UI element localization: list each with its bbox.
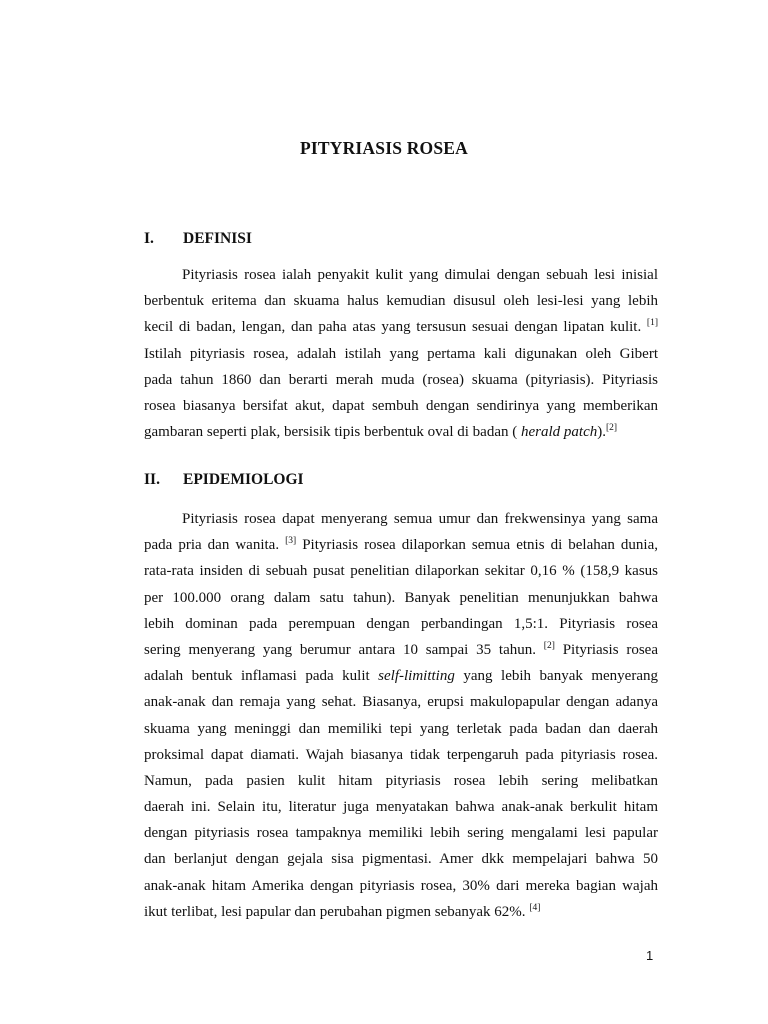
- page-number: 1: [646, 948, 654, 963]
- text-run: anak-anak hitam Amerika dengan pityriasis rosea, 30% dari mereka bagian wajah: [144, 877, 658, 894]
- text-run: pada tahun 1860 dan berarti merah muda (rosea) skuama (pityriasis). Pityriasis: [144, 371, 658, 388]
- section-title: DEFINISI: [183, 230, 252, 247]
- text-run: Namun, pada pasien kulit hitam pityriasis rosea lebih sering melibatkan: [144, 772, 658, 789]
- text-run: ikut terlibat, lesi papular dan perubahan pigmen sebanyak 62%.: [144, 903, 530, 920]
- section-heading-definisi: [144, 230, 252, 248]
- text-line: [144, 768, 658, 794]
- text-line: [144, 742, 658, 768]
- text-run: Istilah pityriasis rosea, adalah istilah yang pertama kali digunakan oleh Gibert: [144, 345, 658, 362]
- italic-term: self-limitting: [378, 668, 455, 685]
- text-line: [144, 873, 658, 899]
- document-title: PITYRIASIS ROSEA: [299, 138, 469, 158]
- text-run: berbentuk eritema dan skuama halus kemudian disusul oleh lesi-lesi yang lebih: [144, 293, 658, 310]
- text-line: [144, 846, 658, 872]
- text-line: [144, 899, 658, 925]
- text-line: [144, 262, 658, 288]
- text-line: [144, 419, 658, 445]
- text-run: proksimal dapat diamati. Wajah biasanya tidak terpengaruh pada pityriasis rosea.: [144, 746, 658, 763]
- text-line: [144, 558, 658, 584]
- text-line: [144, 314, 658, 340]
- text-run: yang lebih banyak menyerang: [454, 668, 658, 685]
- text-run: Pityriasis rosea dilaporkan semua etnis di belahan dunia,: [296, 537, 659, 554]
- text-run: rata-rata insiden di sebuah pusat penelitian dilaporkan sekitar 0,16 % (158,9 kasus: [144, 563, 658, 580]
- text-line: [144, 794, 658, 820]
- text-run: daerah ini. Selain itu, literatur juga menyatakan bahwa anak-anak berkulit hitam: [144, 799, 658, 816]
- text-run: dan berlanjut dengan gejala sisa pigmentasi. Amer dkk mempelajari bahwa 50: [144, 851, 658, 868]
- text-line: [144, 393, 658, 419]
- citation-ref: [4]: [529, 902, 541, 913]
- text-line: [144, 663, 658, 689]
- citation-ref: [1]: [646, 318, 658, 329]
- text-line: [144, 532, 658, 558]
- section-number: II.: [144, 471, 160, 488]
- text-line: [144, 506, 658, 532]
- text-run: Pityriasis rosea: [554, 641, 658, 658]
- citation-ref: [3]: [285, 536, 297, 547]
- text-run: per 100.000 orang dalam satu tahun). Banyak penelitian menunjukkan bahwa: [144, 589, 658, 606]
- text-run: sering menyerang yang berumur antara 10 sampai 35 tahun.: [144, 641, 544, 658]
- text-run: ).: [597, 424, 606, 441]
- text-line: [144, 820, 658, 846]
- text-line: [144, 689, 658, 715]
- text-line: [144, 716, 658, 742]
- text-run: rosea biasanya bersifat akut, dapat sembuh dengan sendirinya yang memberikan: [144, 397, 658, 414]
- text-run: skuama yang meninggi dan memiliki tepi yang terletak pada badan dan daerah: [144, 720, 658, 737]
- text-run: pada pria dan wanita.: [144, 537, 286, 554]
- text-run: kecil di badan, lengan, dan paha atas yang tersusun sesuai dengan lipatan kulit.: [144, 319, 647, 336]
- text-run: dengan pityriasis rosea tampaknya memiliki lebih sering mengalami lesi papular: [144, 825, 658, 842]
- section-title: EPIDEMIOLOGI: [183, 471, 304, 488]
- text-line: [144, 341, 658, 367]
- text-line: [144, 367, 658, 393]
- text-line: [144, 288, 658, 314]
- text-run: gambaran seperti plak, bersisik tipis berbentuk oval di badan (: [144, 424, 521, 441]
- text-run: adalah bentuk inflamasi pada kulit: [144, 668, 379, 685]
- section-heading-epidemiologi: [144, 471, 304, 489]
- paragraph-epidemiologi: [144, 506, 658, 925]
- text-run: lebih dominan pada perempuan dengan perbandingan 1,5:1. Pityriasis rosea: [144, 615, 658, 632]
- italic-term: herald patch: [520, 424, 598, 441]
- text-line: [144, 585, 658, 611]
- citation-ref: [2]: [543, 640, 555, 651]
- text-run: Pityriasis rosea dapat menyerang semua umur dan frekwensinya yang sama: [182, 511, 658, 527]
- text-run: Pityriasis rosea ialah penyakit kulit yang dimulai dengan sebuah lesi inisial: [182, 267, 658, 283]
- paragraph-definisi: [144, 262, 658, 445]
- text-line: [144, 637, 658, 663]
- section-number: I.: [144, 230, 154, 247]
- text-line: [144, 611, 658, 637]
- citation-ref: [2]: [605, 423, 618, 434]
- text-run: anak-anak dan remaja yang sehat. Biasanya, erupsi makulopapular dengan adanya: [144, 694, 658, 711]
